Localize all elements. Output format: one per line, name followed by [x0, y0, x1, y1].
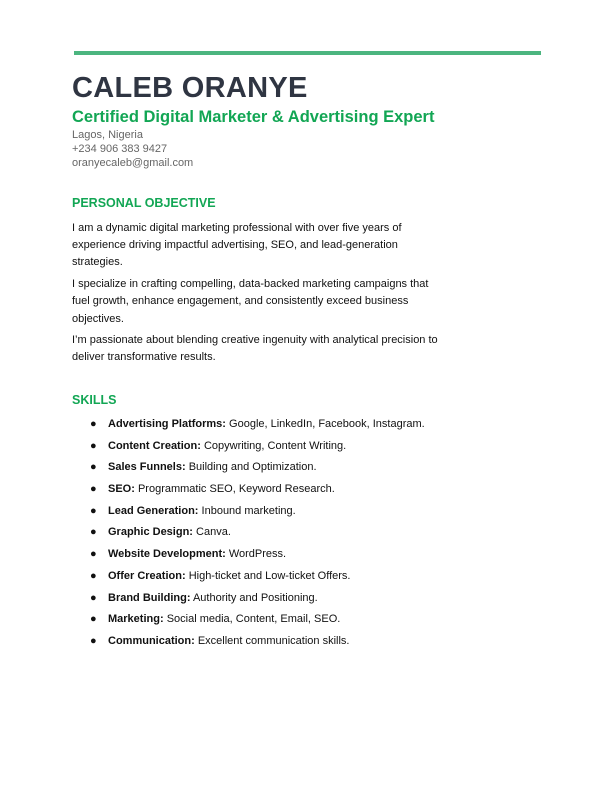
skill-label: Sales Funnels: [108, 461, 186, 474]
skill-label: Lead Generation: [108, 504, 199, 517]
bullet-icon: ● [90, 483, 97, 496]
objective-heading: PERSONAL OBJECTIVE [72, 196, 216, 210]
skill-item [72, 546, 425, 568]
location-text: Lagos, Nigeria [72, 129, 143, 141]
skill-label: Communication: [108, 634, 195, 647]
skills-list [72, 416, 425, 655]
skill-value: Copywriting, Content Writing. [203, 439, 347, 452]
skill-value: Programmatic SEO, Keyword Research. [137, 483, 335, 496]
skill-label: Graphic Design: [108, 526, 193, 539]
skill-label: Advertising Platforms: [108, 418, 226, 430]
bullet-icon: ● [90, 461, 97, 474]
skill-item [72, 481, 425, 503]
skill-item [72, 416, 425, 438]
email-text: oranyecaleb@gmail.com [72, 157, 194, 169]
skill-value: Social media, Content, Email, SEO. [166, 613, 341, 626]
bullet-icon: ● [90, 591, 97, 604]
skill-value: Inbound marketing. [201, 504, 296, 517]
objective-paragraph: I’m passionate about blending creative ingenuity with analytical precision to deliver transformative results. [72, 334, 438, 364]
skill-value: Google, LinkedIn, Facebook, Instagram. [229, 418, 425, 430]
bullet-icon: ● [90, 418, 97, 430]
bullet-icon: ● [90, 504, 97, 517]
skill-item [72, 633, 425, 655]
skill-item [72, 568, 425, 590]
skill-item [72, 459, 425, 481]
phone-text: +234 906 383 9427 [72, 143, 168, 155]
bullet-icon: ● [90, 526, 97, 539]
skill-value: Building and Optimization. [188, 461, 317, 474]
bullet-icon: ● [90, 439, 97, 452]
skill-label: Marketing: [108, 613, 164, 626]
objective-body [72, 220, 444, 371]
skill-value: Canva. [196, 526, 231, 539]
skill-item [72, 503, 425, 525]
skill-item [72, 611, 425, 633]
bullet-icon: ● [90, 548, 97, 561]
skills-heading: SKILLS [72, 393, 117, 407]
skill-value: Authority and Positioning. [192, 591, 318, 604]
bullet-icon: ● [90, 569, 97, 582]
skill-item [72, 438, 425, 460]
skill-item [72, 590, 425, 612]
skill-item [72, 524, 425, 546]
skill-label: SEO: [108, 483, 135, 496]
objective-paragraph: I am a dynamic digital marketing professional with over five years of experience driving impactful advertising, SEO, and lead-generation strategies. [72, 222, 402, 269]
skill-label: Brand Building: [108, 591, 191, 604]
objective-paragraph: I specialize in crafting compelling, data-backed marketing campaigns that fuel growth, enhance engagement, and consistently exceed business objectives. [72, 278, 429, 325]
skill-label: Offer Creation: [108, 569, 186, 582]
skill-label: Website Development: [108, 548, 226, 561]
bullet-icon: ● [90, 634, 97, 647]
skill-label: Content Creation: [108, 439, 201, 452]
candidate-name: CALEB ORANYE [72, 72, 308, 104]
skill-value: High-ticket and Low-ticket Offers. [188, 569, 351, 582]
bullet-icon: ● [90, 613, 97, 626]
contact-info [72, 128, 193, 170]
skill-value: Excellent communication skills. [197, 634, 350, 647]
skill-value: WordPress. [228, 548, 287, 561]
professional-title: Certified Digital Marketer & Advertising Expert [72, 108, 435, 126]
header-accent-rule [74, 51, 541, 55]
